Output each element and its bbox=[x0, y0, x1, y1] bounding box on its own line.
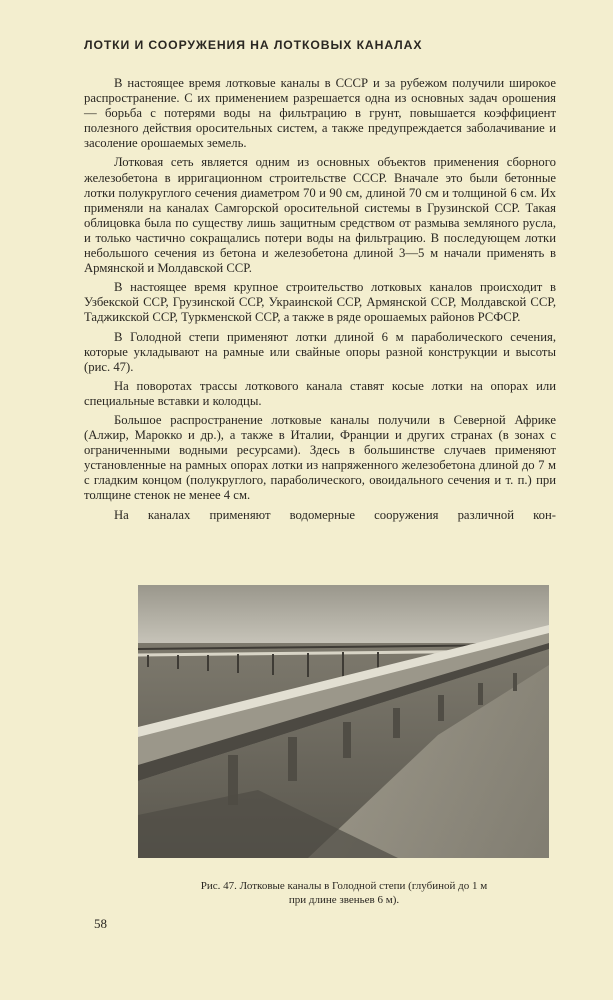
caption-line-1: Рис. 47. Лотковые каналы в Голодной степи (глубиной до 1 м bbox=[200, 880, 488, 892]
caption-line-2: при длине звеньев 6 м). bbox=[288, 893, 400, 906]
figure-47-photo bbox=[138, 585, 549, 858]
paragraph-6: Большое распространение лотковые каналы получили в Северной Африке (Алжир, Марокко и др.), а также в Италии, Франции и других странах (в зонах с ограниченными водными ресурсами). Здесь в большинстве случаев применяют установленные на рамных опорах лотки из напряженного железобетона длиной до 7 м с гладким концом (полукруглого, параболического, овоидального сечения и т. п.) при толщине стенок не менее 4 см. bbox=[84, 412, 556, 503]
paragraph-4: В Голодной степи применяют лотки длиной 6 м параболического сечения, которые укладывают на рамные или свайные опоры разной конструкции и высоты (рис. 47). bbox=[84, 329, 556, 374]
paragraph-2: Лотковая сеть является одним из основных объектов применения сборного железобетона в ирригационном строительстве СССР. Вначале это были бетонные лотки полукруглого сечения диаметром 70 и 90 см, длиной 70 см и толщиной 6 см. Их применяли на каналах Самгорской оросительной системы в Грузинской ССР. Такая облицовка была по существу лишь защитным средством от размыва земляного русла, и только частично сокращались потери воды на фильтрацию. В последующем лотки небольшого сечения из бетона и железобетона длиной 3—5 м начали применять в Армянской и Молдавской ССР. bbox=[84, 155, 556, 276]
body-text bbox=[84, 76, 556, 527]
paragraph-5: На поворотах трассы лоткового канала ставят косые лотки на опорах или специальные вставки и колодцы. bbox=[84, 378, 556, 408]
paragraph-7: На каналах применяют водомерные сооружения различной кон- bbox=[114, 507, 556, 522]
sky bbox=[138, 585, 549, 647]
paragraph-1: В настоящее время лотковые каналы в СССР и за рубежом получили широкое распространение. С их применением разрешается одна из основных задач орошения — борьба с потерями воды на фильтрацию в грунт, повышается коэффициент полезного действия оросительных систем, а также предупреждается заболачивание и засоление орошаемых земель. bbox=[84, 76, 556, 151]
flume-canal-photo bbox=[138, 585, 549, 858]
running-header: ЛОТКИ И СООРУЖЕНИЯ НА ЛОТКОВЫХ КАНАЛАХ bbox=[84, 38, 423, 52]
figure-caption bbox=[120, 880, 568, 907]
page-number: 58 bbox=[94, 916, 107, 931]
paragraph-3: В настоящее время крупное строительство лотковых каналов происходит в Узбекской ССР, Грузинской ССР, Украинской ССР, Армянской ССР, Молдавской ССР, Таджикской ССР, Туркменской ССР, а также в ряде орошаемых районов РСФСР. bbox=[84, 280, 556, 325]
